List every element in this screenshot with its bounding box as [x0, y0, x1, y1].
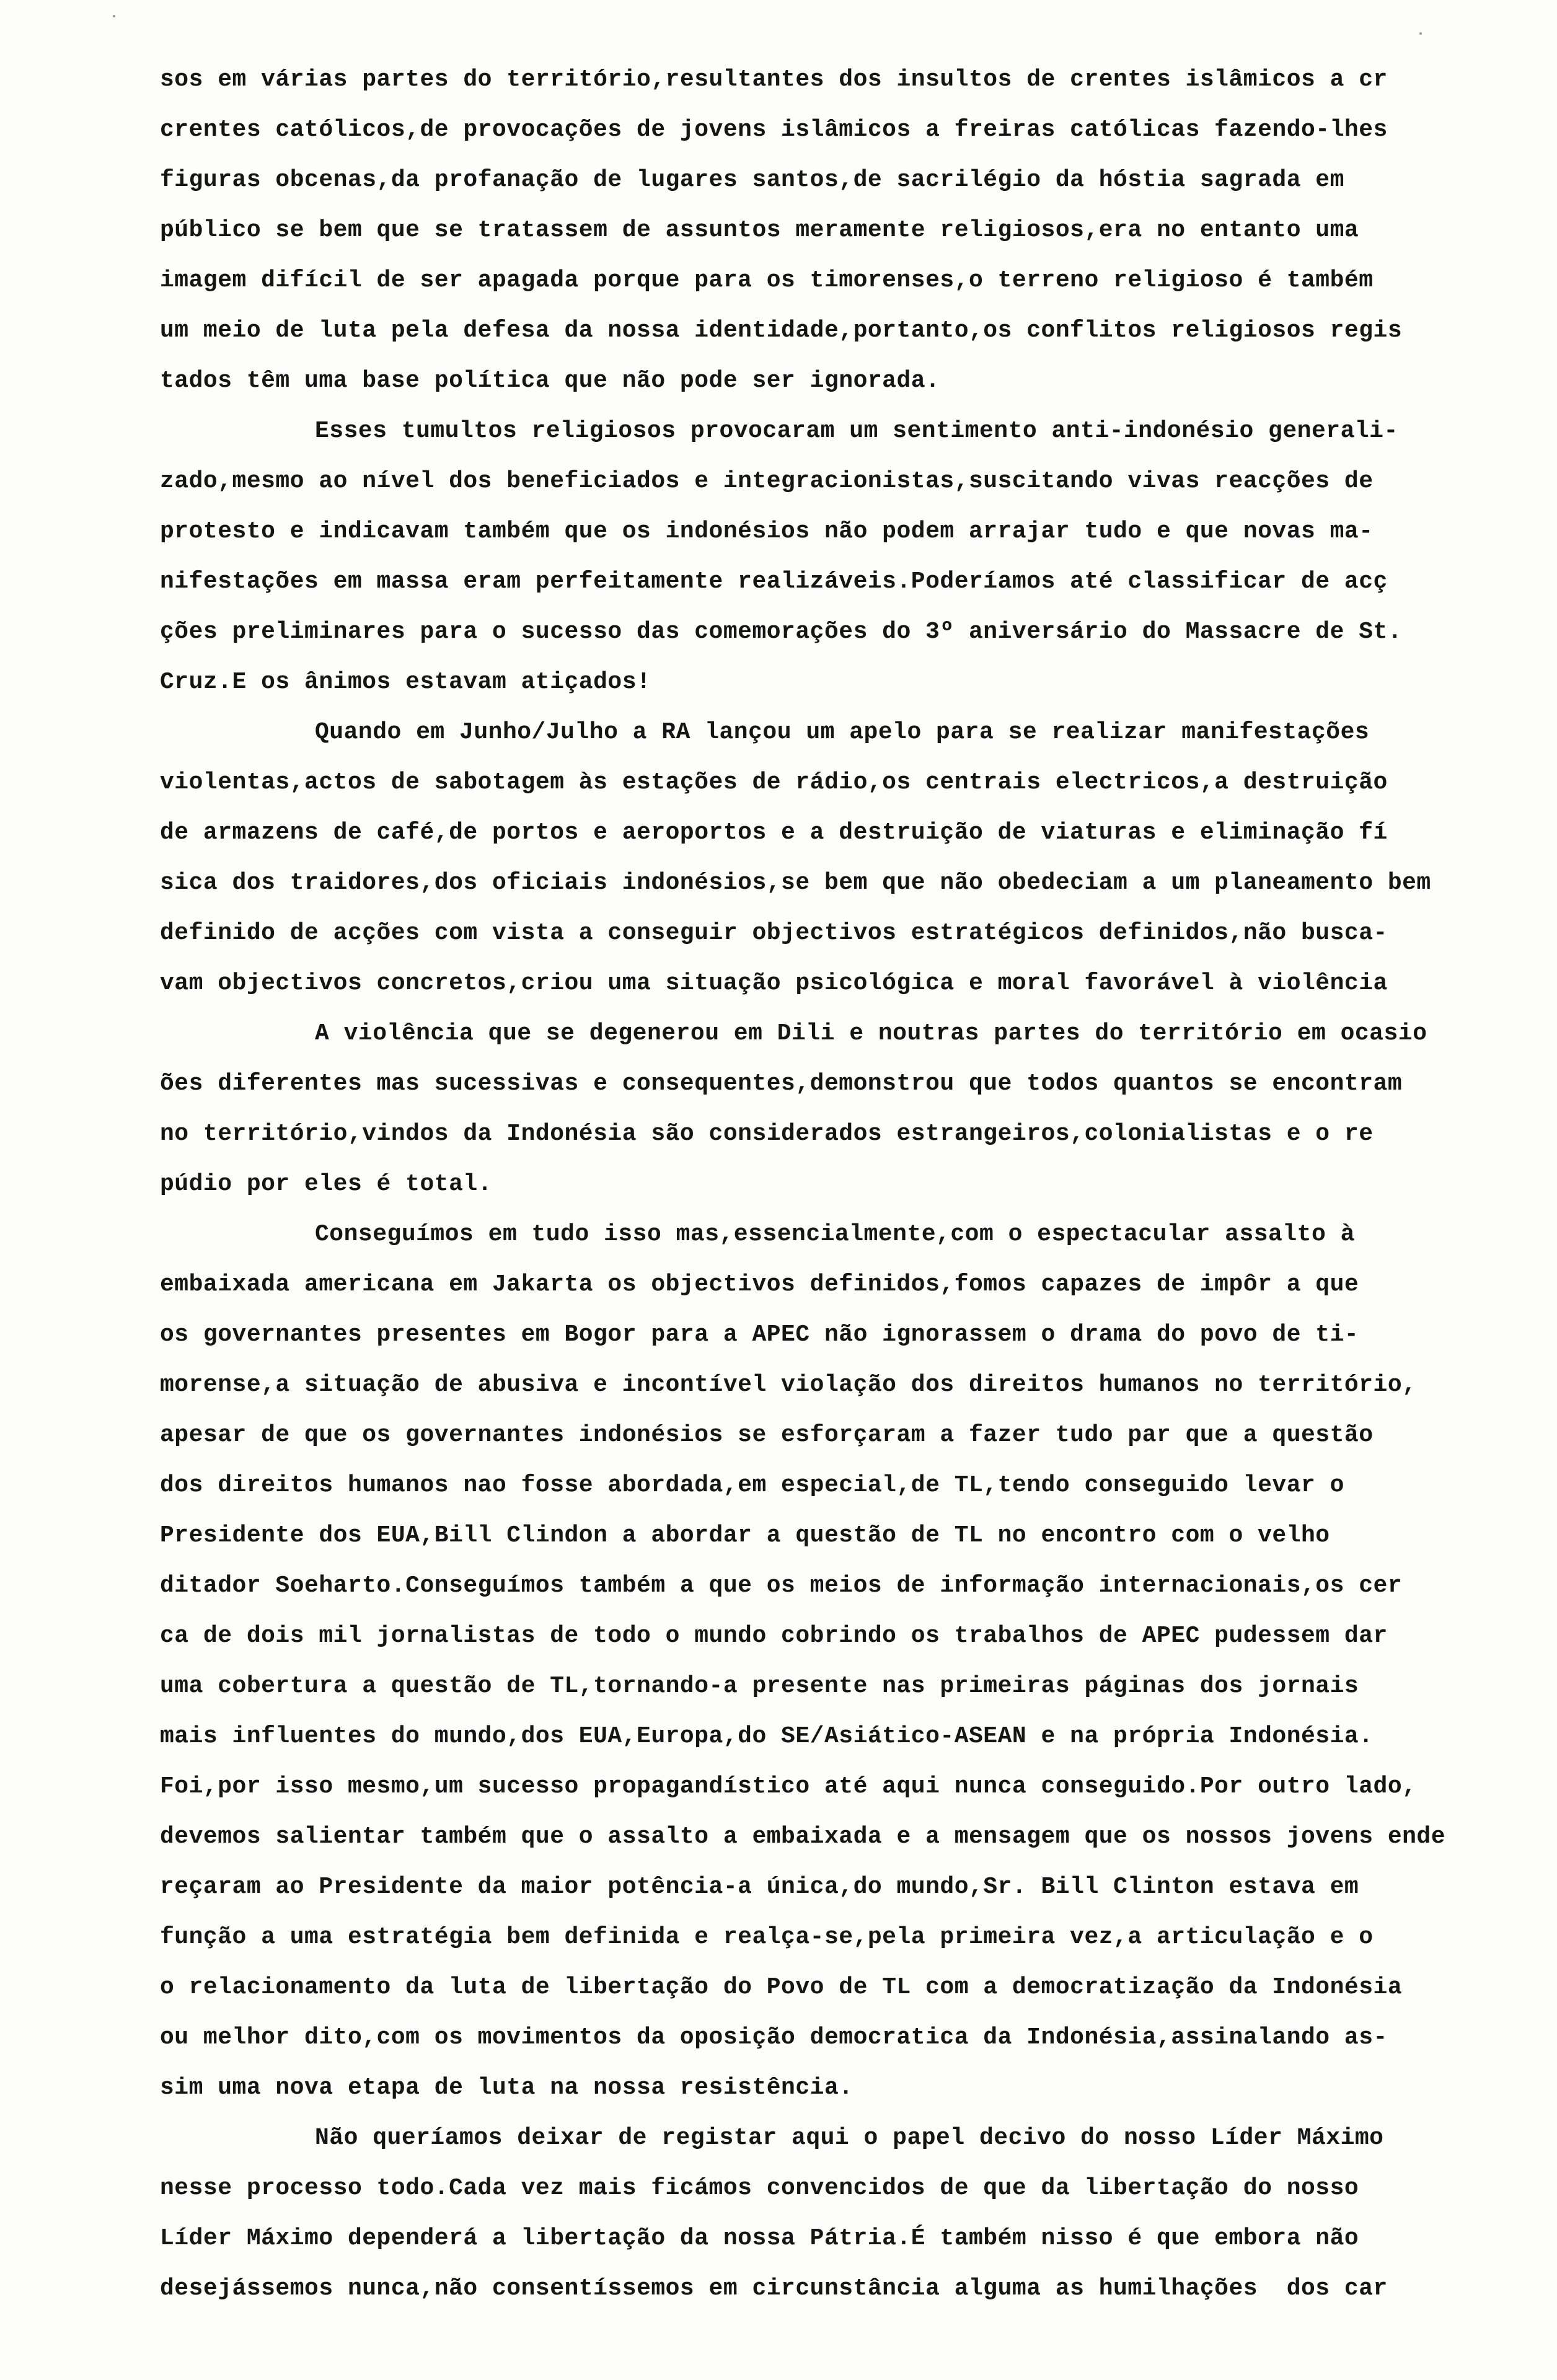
text-line: crentes católicos,de provocações de jovens islâmicos a freiras católicas fazendo-lhes: [160, 117, 1388, 143]
text-line: reçaram ao Presidente da maior potência-a única,do mundo,Sr. Bill Clinton estava em: [160, 1874, 1359, 1900]
paragraph-first-line: Quando em Junho/Julho a RA lançou um apelo para se realizar manifestações: [315, 719, 1370, 746]
text-line: figuras obcenas,da profanação de lugares santos,de sacrilégio da hóstia sagrada em: [160, 167, 1344, 193]
text-line: sim uma nova etapa de luta na nossa resistência.: [160, 2074, 853, 2101]
text-line: dos direitos humanos nao fosse abordada,em especial,de TL,tendo conseguido levar o: [160, 1472, 1344, 1499]
text-line: o relacionamento da luta de libertação do Povo de TL com a democratização da Indonésia: [160, 1974, 1403, 2001]
text-line: morense,a situação de abusiva e incontível violação dos direitos humanos no território,: [160, 1372, 1417, 1398]
text-line: tados têm uma base política que não pode ser ignorada.: [160, 368, 940, 394]
paragraph-first-line: A violência que se degenerou em Dili e noutras partes do território em ocasio: [315, 1020, 1427, 1047]
typed-text-body: [160, 55, 1499, 2314]
text-line: zado,mesmo ao nível dos beneficiados e integracionistas,suscitando vivas reacções de: [160, 468, 1374, 495]
paragraph-first-line: Não queríamos deixar de registar aqui o papel decivo do nosso Líder Máximo: [315, 2125, 1384, 2151]
paragraph-first-line: Conseguímos em tudo isso mas,essencialmente,com o espectacular assalto à: [315, 1221, 1355, 1248]
text-line: Líder Máximo dependerá a libertação da nossa Pátria.É também nisso é que embora não: [160, 2225, 1359, 2252]
text-line: sica dos traidores,dos oficiais indonésios,se bem que não obedeciam a um planeamento bem: [160, 870, 1431, 896]
text-line: de armazens de café,de portos e aeroportos e a destruição de viaturas e eliminação fí: [160, 819, 1388, 846]
text-line: um meio de luta pela defesa da nossa identidade,portanto,os conflitos religiosos regis: [160, 317, 1403, 344]
text-line: desejássemos nunca,não consentíssemos em circunstância alguma as humilhações dos car: [160, 2275, 1388, 2302]
text-line: nesse processo todo.Cada vez mais ficámos convencidos de que da libertação do nosso: [160, 2175, 1359, 2202]
text-line: uma cobertura a questão de TL,tornando-a presente nas primeiras páginas dos jornais: [160, 1673, 1359, 1699]
text-line: imagem difícil de ser apagada porque para os timorenses,o terreno religioso é também: [160, 267, 1374, 294]
text-line: ditador Soeharto.Conseguímos também a que os meios de informação internacionais,os cer: [160, 1572, 1403, 1599]
text-line: no território,vindos da Indonésia são considerados estrangeiros,colonialistas e o re: [160, 1121, 1374, 1147]
paragraph-first-line: Esses tumultos religiosos provocaram um sentimento anti-indonésio generali-: [315, 418, 1398, 444]
text-line: protesto e indicavam também que os indonésios não podem arrajar tudo e que novas ma-: [160, 518, 1374, 545]
text-line: púdio por eles é total.: [160, 1171, 492, 1197]
text-line: embaixada americana em Jakarta os objectivos definidos,fomos capazes de impôr a que: [160, 1271, 1359, 1298]
scan-speck: [113, 15, 115, 17]
text-line: sos em várias partes do território,resultantes dos insultos de crentes islâmicos a cr: [160, 66, 1388, 93]
text-line: vam objectivos concretos,criou uma situação psicológica e moral favorável à violência: [160, 970, 1388, 997]
text-line: ões diferentes mas sucessivas e consequentes,demonstrou que todos quantos se encontram: [160, 1070, 1403, 1097]
text-line: ções preliminares para o sucesso das comemorações do 3º aniversário do Massacre de St.: [160, 619, 1403, 645]
text-line: violentas,actos de sabotagem às estações de rádio,os centrais electricos,a destruição: [160, 769, 1388, 796]
text-line: mais influentes do mundo,dos EUA,Europa,do SE/Asiático-ASEAN e na própria Indonésia.: [160, 1723, 1374, 1750]
text-line: nifestações em massa eram perfeitamente realizáveis.Poderíamos até classificar de acç: [160, 568, 1388, 595]
text-line: Cruz.E os ânimos estavam atiçados!: [160, 669, 651, 695]
text-line: função a uma estratégia bem definida e realça-se,pela primeira vez,a articulação e o: [160, 1924, 1374, 1950]
text-line: Presidente dos EUA,Bill Clindon a abordar a questão de TL no encontro com o velho: [160, 1522, 1330, 1549]
text-line: público se bem que se tratassem de assuntos meramente religiosos,era no entanto uma: [160, 217, 1359, 244]
text-line: Foi,por isso mesmo,um sucesso propagandístico até aqui nunca conseguido.Por outro lado,: [160, 1773, 1417, 1800]
text-line: os governantes presentes em Bogor para a APEC não ignorassem o drama do povo de ti-: [160, 1321, 1359, 1348]
text-line: devemos salientar também que o assalto a embaixada e a mensagem que os nossos jovens ende: [160, 1823, 1446, 1850]
text-line: definido de acções com vista a conseguir objectivos estratégicos definidos,não busca-: [160, 920, 1388, 946]
scan-speck: [1419, 32, 1422, 35]
text-line: ca de dois mil jornalistas de todo o mundo cobrindo os trabalhos de APEC pudessem dar: [160, 1623, 1388, 1649]
text-line: apesar de que os governantes indonésios se esforçaram a fazer tudo par que a questão: [160, 1422, 1374, 1448]
text-line: ou melhor dito,com os movimentos da oposição democratica da Indonésia,assinalando as-: [160, 2024, 1388, 2051]
